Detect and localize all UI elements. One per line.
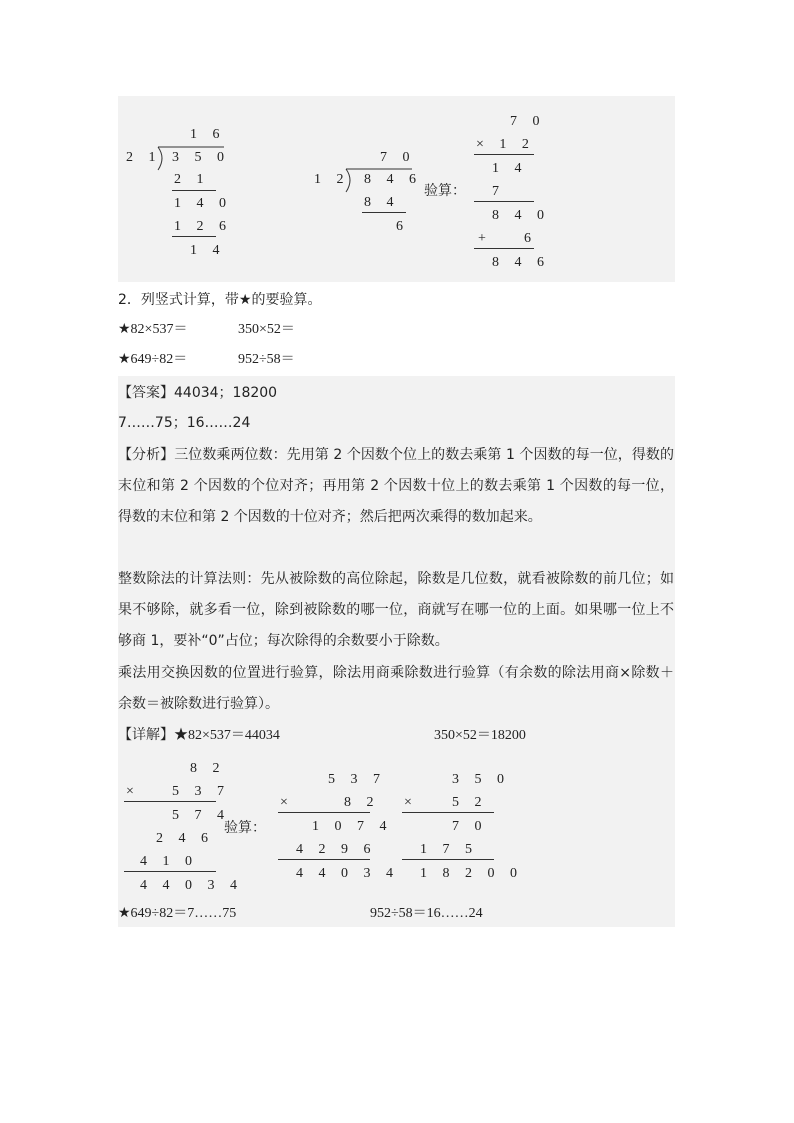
check-r7: 8 4 6 — [492, 255, 550, 270]
m3-a: 3 5 0 — [452, 772, 510, 787]
detail-head-right: 350×52＝18200 — [434, 728, 526, 743]
check-r5: 8 4 0 — [492, 208, 550, 223]
analysis-paragraph-2: 整数除法的计算法则：先从被除数的高位除起，除数是几位数，就看被除数的前几位；如果不够除，就多看一位，除到被除数的哪一位，商就写在哪一位的上面。如果哪一位上不够商 1，要补“0”占位；每次除得的余数要小于除数。 — [118, 571, 674, 649]
question-item-4: 952÷58＝ — [238, 352, 295, 367]
m2-b: 8 2 — [344, 795, 380, 810]
check-r2: × 1 2 — [476, 137, 535, 152]
question-item-2: 350×52＝ — [238, 322, 295, 337]
m1-p1: 5 7 4 — [172, 808, 230, 823]
analysis-paragraph-3: 乘法用交换因数的位置进行验算，除法用商乘除数进行验算（有余数的除法用商×除数＋余数＝被除数进行验算）。 — [118, 665, 674, 712]
m1-op: × — [126, 784, 140, 799]
div1-rule2 — [172, 236, 216, 237]
check-rule1 — [474, 154, 534, 155]
m3-res: 1 8 2 0 0 — [420, 866, 523, 881]
m3-op: × — [404, 795, 418, 810]
answer-line-1: 【答案】44034；18200 — [118, 385, 278, 401]
div2-rule1 — [362, 212, 406, 213]
m3-p1: 7 0 — [452, 819, 488, 834]
div1-step3: 1 2 6 — [174, 219, 232, 234]
answer-line-2: 7……75；16……24 — [118, 415, 251, 431]
detail-foot-right: 952÷58＝16……24 — [370, 906, 483, 921]
check-r4: 7 — [492, 184, 505, 199]
analysis-paragraph-1: 【分析】三位数乘两位数：先用第 2 个因数个位上的数去乘第 1 个因数的每一位，得数的末位和第 2 个因数的个位对齐；再用第 2 个因数十位上的数去乘第 1 个因数的每一位，得数的末位和第 2 个因数的十位对齐；然后把两次乘得的数加起来。 — [118, 447, 674, 525]
m2-op: × — [280, 795, 294, 810]
m1-p2: 2 4 6 — [156, 831, 214, 846]
div2-quotient: 7 0 — [380, 150, 416, 165]
m1-p3: 4 1 0 — [140, 854, 198, 869]
m1-b: 5 3 7 — [172, 784, 230, 799]
check-rule2 — [474, 201, 534, 202]
check-rule3 — [474, 248, 534, 249]
div2-divisor: 1 2 — [314, 172, 350, 187]
question-title: 2．列竖式计算，带★的要验算。 — [118, 292, 322, 308]
m2-rule2 — [278, 859, 370, 860]
div1-divisor: 2 1 — [126, 150, 162, 165]
div1-step2: 1 4 0 — [174, 196, 232, 211]
m1-rule1 — [124, 801, 216, 802]
m3-rule1 — [402, 812, 494, 813]
m2-p1: 1 0 7 4 — [312, 819, 393, 834]
m2-a: 5 3 7 — [328, 772, 386, 787]
div1-quotient: 1 6 — [190, 127, 226, 142]
m2-p2: 4 2 9 6 — [296, 842, 377, 857]
question-item-1: ★82×537＝ — [118, 322, 188, 337]
m1-rule2 — [124, 871, 216, 872]
check-r3: 1 4 — [492, 161, 528, 176]
div1-step1: 2 1 — [174, 172, 210, 187]
div1-rule1 — [172, 190, 216, 191]
question-item-3: ★649÷82＝ — [118, 352, 188, 367]
m3-b: 5 2 — [452, 795, 488, 810]
check-r1: 7 0 — [510, 114, 546, 129]
top-check-label: 验算： — [424, 183, 466, 199]
m1-a: 8 2 — [190, 761, 226, 776]
check-r6: 6 — [524, 231, 537, 246]
detail-check-label: 验算： — [224, 820, 266, 836]
div2-step1: 8 4 — [364, 195, 400, 210]
m2-rule1 — [278, 812, 370, 813]
detail-foot-left: ★649÷82＝7……75 — [118, 906, 237, 921]
m2-res: 4 4 0 3 4 — [296, 866, 399, 881]
check-r6-op: + — [478, 231, 492, 246]
detail-head-left: 【详解】★82×537＝44034 — [118, 728, 280, 743]
m1-res: 4 4 0 3 4 — [140, 878, 243, 893]
div2-remainder: 6 — [396, 219, 409, 234]
m3-p2: 1 7 5 — [420, 842, 478, 857]
div1-remainder: 1 4 — [190, 243, 226, 258]
div2-dividend: 8 4 6 — [364, 172, 422, 187]
div1-dividend: 3 5 0 — [172, 150, 230, 165]
m3-rule2 — [402, 859, 494, 860]
